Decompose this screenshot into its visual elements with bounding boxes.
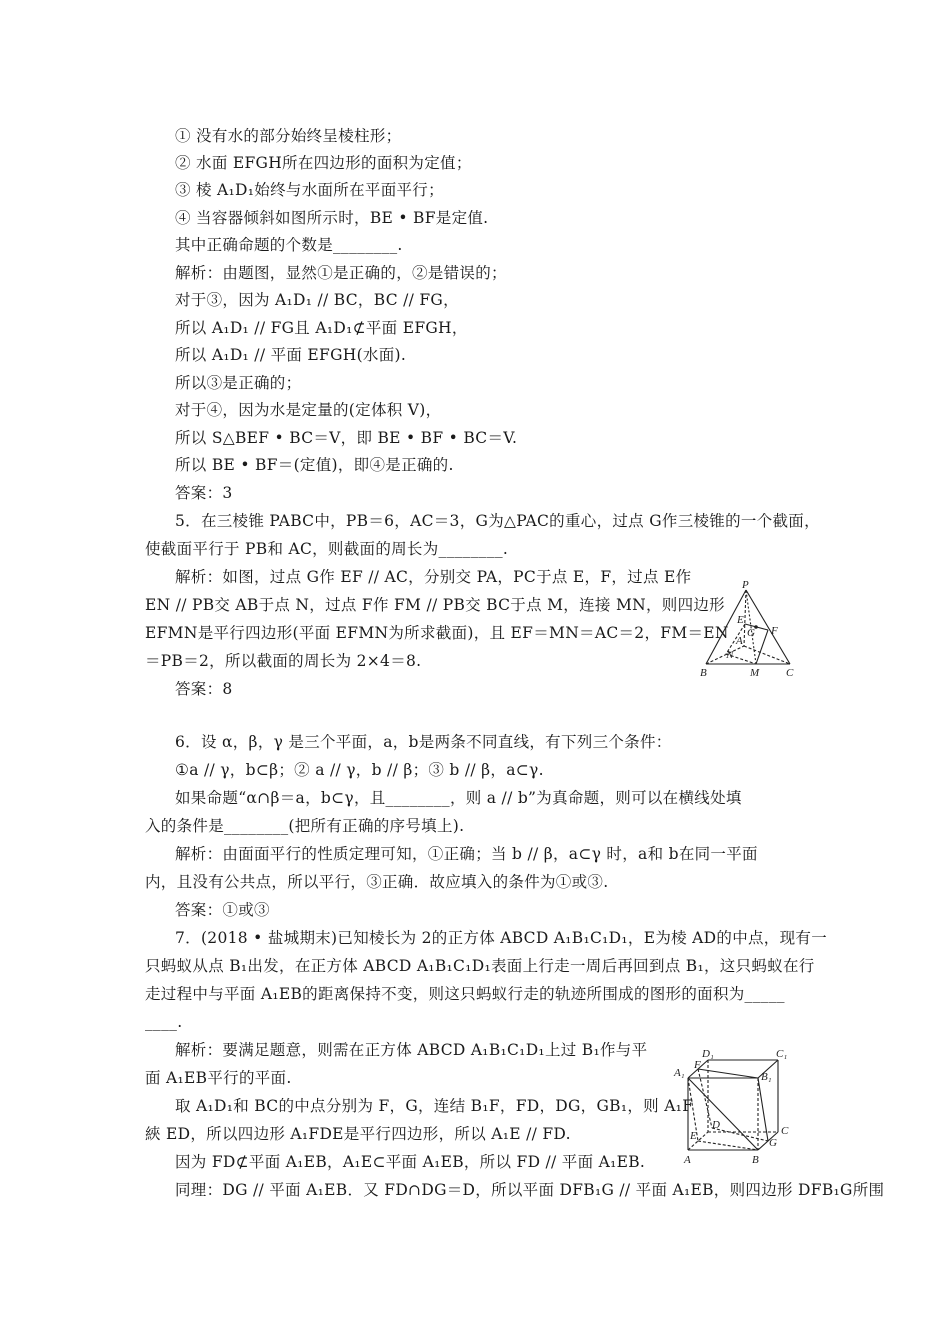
text-line-l35: 取 A₁D₁和 BC的中点分别为 F，G，连结 B₁F，FD，DG，GB₁，则 A₁F (175, 1097, 694, 1115)
text-line-l06: 解析：由题图，显然①是正确的，②是错误的； (175, 264, 507, 282)
label-f: F (694, 1059, 701, 1071)
text-line-l17: 解析：如图，过点 G作 EF // AC，分别交 PA，PC于点 E，F，过点 E作 (175, 568, 692, 586)
text-line-l30: 只蚂蚁从点 B₁出发，在正方体 ABCD A₁B₁C₁D₁表面上行走一周后再回到点 B₁，这只蚂蚁在行 (145, 957, 815, 975)
text-line-l19: EFMN是平行四边形(平面 EFMN为所求截面)，且 EF＝MN＝AC＝2，FM＝EN (145, 624, 729, 642)
text-line-l02: ② 水面 EFGH所在四边形的面积为定值； (175, 154, 472, 172)
text-line-l07: 对于③，因为 A₁D₁ // BC，BC // FG， (175, 291, 459, 309)
text-line-l34: 面 A₁EB平行的平面. (145, 1069, 292, 1087)
label-a1: A₁ (674, 1067, 685, 1079)
text-line-l25: 入的条件是________(把所有正确的序号填上). (145, 817, 465, 835)
text-line-l18: EN // PB交 AB于点 N，过点 F作 FM // PB交 BC于点 M，连接 MN，则四边形 (145, 596, 725, 614)
text-line-l23: ①a // γ，b⊂β；② a // γ，b // β；③ b // β，a⊂γ. (175, 761, 544, 779)
label-c: C (781, 1125, 789, 1137)
label-f: F (771, 625, 778, 637)
label-c1: C₁ (776, 1048, 788, 1060)
label-g: G (747, 627, 755, 639)
text-line-l04: ④ 当容器倾斜如图所示时，BE • BF是定值. (175, 209, 489, 227)
text-line-l05: 其中正确命题的个数是________. (175, 236, 403, 254)
label-d1: D₁ (702, 1048, 714, 1060)
text-line-l14: 答案：3 (175, 484, 233, 502)
label-b: B (700, 667, 707, 679)
text-line-l38: 同理：DG // 平面 A₁EB．又 FD∩DG＝D，所以平面 DFB₁G // 平面 A₁EB，则四边形 DFB₁G所围 (175, 1181, 885, 1199)
text-line-l26: 解析：由面面平行的性质定理可知，①正确；当 b // β，a⊂γ 时，a和 b在同一平面 (175, 845, 758, 863)
text-line-l08: 所以 A₁D₁ // FG且 A₁D₁⊄平面 EFGH， (175, 319, 468, 337)
label-m: M (750, 667, 760, 679)
text-line-l03: ③ 棱 A₁D₁始终与水面所在平面平行； (175, 181, 444, 199)
text-line-l01: ① 没有水的部分始终呈棱柱形； (175, 127, 402, 145)
text-line-l28: 答案：①或③ (175, 901, 270, 919)
text-line-l29: 7．(2018 • 盐城期末)已知棱长为 2的正方体 ABCD A₁B₁C₁D₁，E为棱 AD的中点，现有一 (175, 929, 827, 947)
text-line-l22: 6．设 α，β，γ 是三个平面，a，b是两条不同直线，有下列三个条件： (175, 733, 672, 751)
text-line-l15: 5．在三棱锥 PABC中，PB＝6，AC＝3，G为△PAC的重心，过点 G作三棱锥的一个截面， (175, 512, 820, 530)
label-e: E (690, 1130, 697, 1142)
label-a: A (736, 635, 743, 647)
label-a: A (684, 1154, 691, 1166)
tetrahedron-figure (690, 578, 810, 682)
text-line-l32: ____. (145, 1013, 183, 1031)
text-line-l36: 綊 ED，所以四边形 A₁FDE是平行四边形，所以 A₁E // FD. (145, 1125, 571, 1143)
text-line-l13: 所以 BE • BF＝(定值)，即④是正确的. (175, 456, 454, 474)
label-g: G (769, 1137, 777, 1149)
label-e: E (737, 614, 744, 626)
text-line-l11: 对于④，因为水是定量的(定体积 V)， (175, 401, 442, 419)
text-line-l16: 使截面平行于 PB和 AC，则截面的周长为________. (145, 540, 509, 558)
label-p: P (742, 579, 749, 591)
label-c: C (786, 667, 794, 679)
text-line-l20: ＝PB＝2，所以截面的周长为 2×4＝8. (145, 652, 422, 670)
text-line-l10: 所以③是正确的； (175, 374, 302, 392)
text-line-l09: 所以 A₁D₁ // 平面 EFGH(水面). (175, 346, 407, 364)
text-line-l27: 内，且没有公共点，所以平行，③正确．故应填入的条件为①或③. (145, 873, 609, 891)
text-line-l21: 答案：8 (175, 680, 233, 698)
label-d: D (712, 1119, 720, 1131)
text-line-l33: 解析：要满足题意，则需在正方体 ABCD A₁B₁C₁D₁上过 B₁作与平 (175, 1041, 648, 1059)
text-line-l24: 如果命题“α∩β＝a，b⊂γ，且________，则 a // b”为真命题，则可以在横线处填 (175, 789, 742, 807)
text-line-l31: 走过程中与平面 A₁EB的距离保持不变，则这只蚂蚁行走的轨迹所围成的图形的面积为_____ (145, 985, 785, 1003)
text-line-l37: 因为 FD⊄平面 A₁EB，A₁E⊂平面 A₁EB，所以 FD // 平面 A₁EB. (175, 1153, 646, 1171)
text-line-l12: 所以 S△BEF • BC＝V，即 BE • BF • BC＝V. (175, 429, 518, 447)
cube-figure (672, 1048, 802, 1170)
label-b1: B₁ (761, 1071, 772, 1083)
label-n: N (726, 649, 734, 661)
label-b: B (752, 1154, 759, 1166)
